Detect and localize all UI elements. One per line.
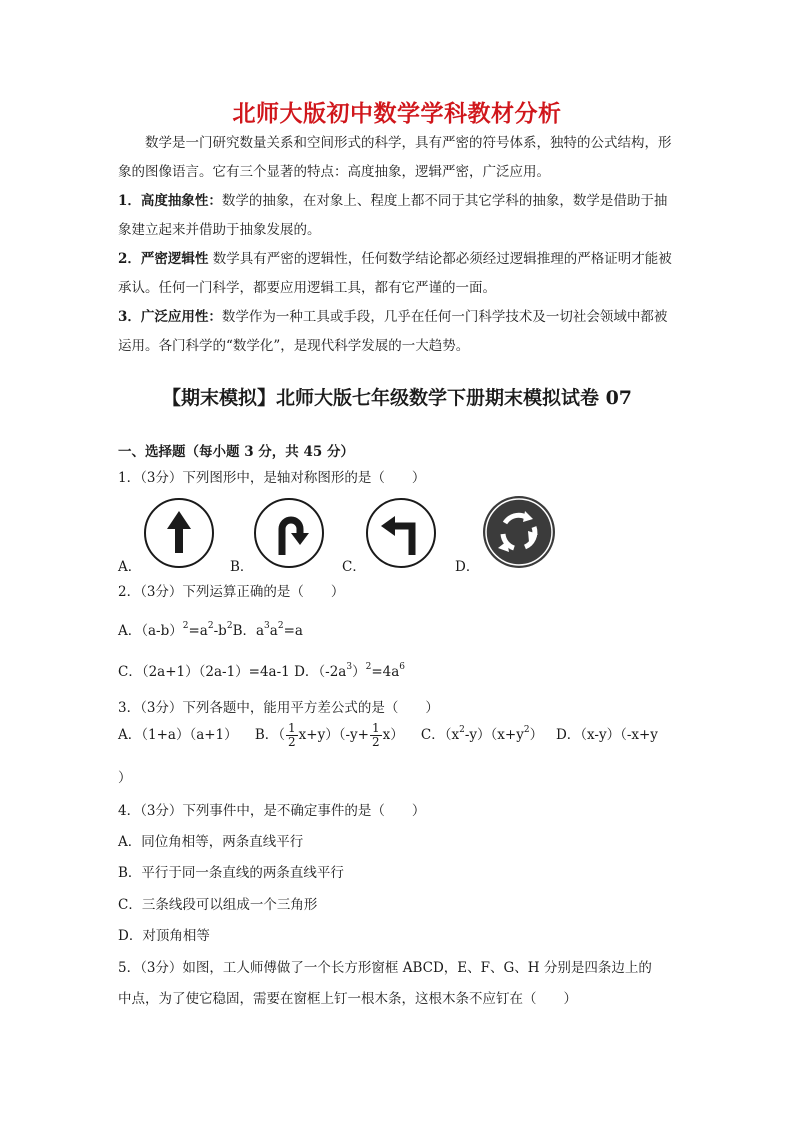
q4-option-b: B．平行于同一条直线的两条直线平行 <box>118 865 344 881</box>
q3-options: A．（1+a）（a+1） B．（ $\frac{1}{2}$ x+y）（-y+ $\frac{1}{2}$ x） C．$(x^2-y)(x+y^2)$ D．（x-y）（-x+y <box>118 721 658 749</box>
q1-option-a: A． <box>118 559 142 575</box>
q2-stem: 2．（3分）下列运算正确的是（ ） <box>118 584 345 600</box>
exam-title: 【期末模拟】北师大版七年级数学下册期末模拟试卷 07 <box>161 387 633 409</box>
feature-text: 数学具有严密的逻辑性，任何数学结论都必须经过逻辑推理的严格证明才能被承认。任何一门科学，都要应用逻辑工具，都有它严谨的一面。 <box>118 251 672 296</box>
fraction-half: $\frac{1}{2}$ <box>371 721 380 749</box>
intro-paragraph: 数学是一门研究数量关系和空间形式的科学，具有严密的符号体系，独特的公式结构，形象的图像语言。它有三个显著的特点：高度抽象，逻辑严密，广泛应用。 <box>118 135 672 180</box>
q4-option-a: A．同位角相等，两条直线平行 <box>118 834 304 850</box>
q5-stem-line1: 5．（3分）如图，工人师傅做了一个长方形窗框 ABCD，E、F、G、H 分别是四条边上的 <box>118 960 652 976</box>
q5-stem-line2: 中点，为了使它稳固，需要在窗框上钉一根木条，这根木条不应钉在（ ） <box>118 991 577 1007</box>
feature-text: 数学的抽象，在对象上、程度上都不同于其它学科的抽象，数学是借助于抽象建立起来并借助于抽象发展的。 <box>118 193 668 238</box>
feature-abstraction <box>118 187 678 245</box>
q2-options-cd: C．（2a+1）（2a-1）=4a-1 D．$(-2a^3)^2=4a^6$ <box>118 662 405 680</box>
feature-label: 1．高度抽象性： <box>118 193 222 209</box>
q3-stem: 3．（3分）下列各题中，能用平方差公式的是（ ） <box>118 700 439 716</box>
q1-option-d: D． <box>455 559 480 575</box>
roundabout-sign-icon <box>481 494 557 570</box>
q4-option-c: C．三条线段可以组成一个三角形 <box>118 897 318 913</box>
q3-wrap: ） <box>118 770 132 786</box>
q1-option-c: C． <box>342 559 366 575</box>
page-title: 北师大版初中数学学科教材分析 <box>232 101 562 127</box>
section-heading: 一、选择题（每小题 3 分，共 45 分） <box>118 444 354 460</box>
q4-stem: 4．（3分）下列事件中，是不确定事件的是（ ） <box>118 803 426 819</box>
q1-option-b: B． <box>230 559 254 575</box>
feature-label: 2．严密逻辑性 <box>118 251 209 267</box>
feature-label: 3．广泛应用性： <box>118 309 222 325</box>
feature-logic <box>118 245 678 303</box>
q2-options-ab: A．$(a-b)^2=a^2-b^2B$．$a^3a^2=a$ <box>118 621 303 639</box>
u-turn-sign-icon <box>253 497 325 569</box>
feature-text: 数学作为一种工具或手段，几乎在任何一门科学技术及一切社会领域中都被运用。各门科学的“数学化”，是现代科学发展的一大趋势。 <box>118 309 668 354</box>
q1-stem: 1．（3分）下列图形中，是轴对称图形的是（ ） <box>118 470 426 486</box>
fraction-half: $\frac{1}{2}$ <box>288 721 296 749</box>
q4-option-d: D．对顶角相等 <box>118 928 210 944</box>
turn-left-sign-icon <box>365 497 437 569</box>
feature-application <box>118 303 678 361</box>
arrow-up-sign-icon <box>143 497 215 569</box>
